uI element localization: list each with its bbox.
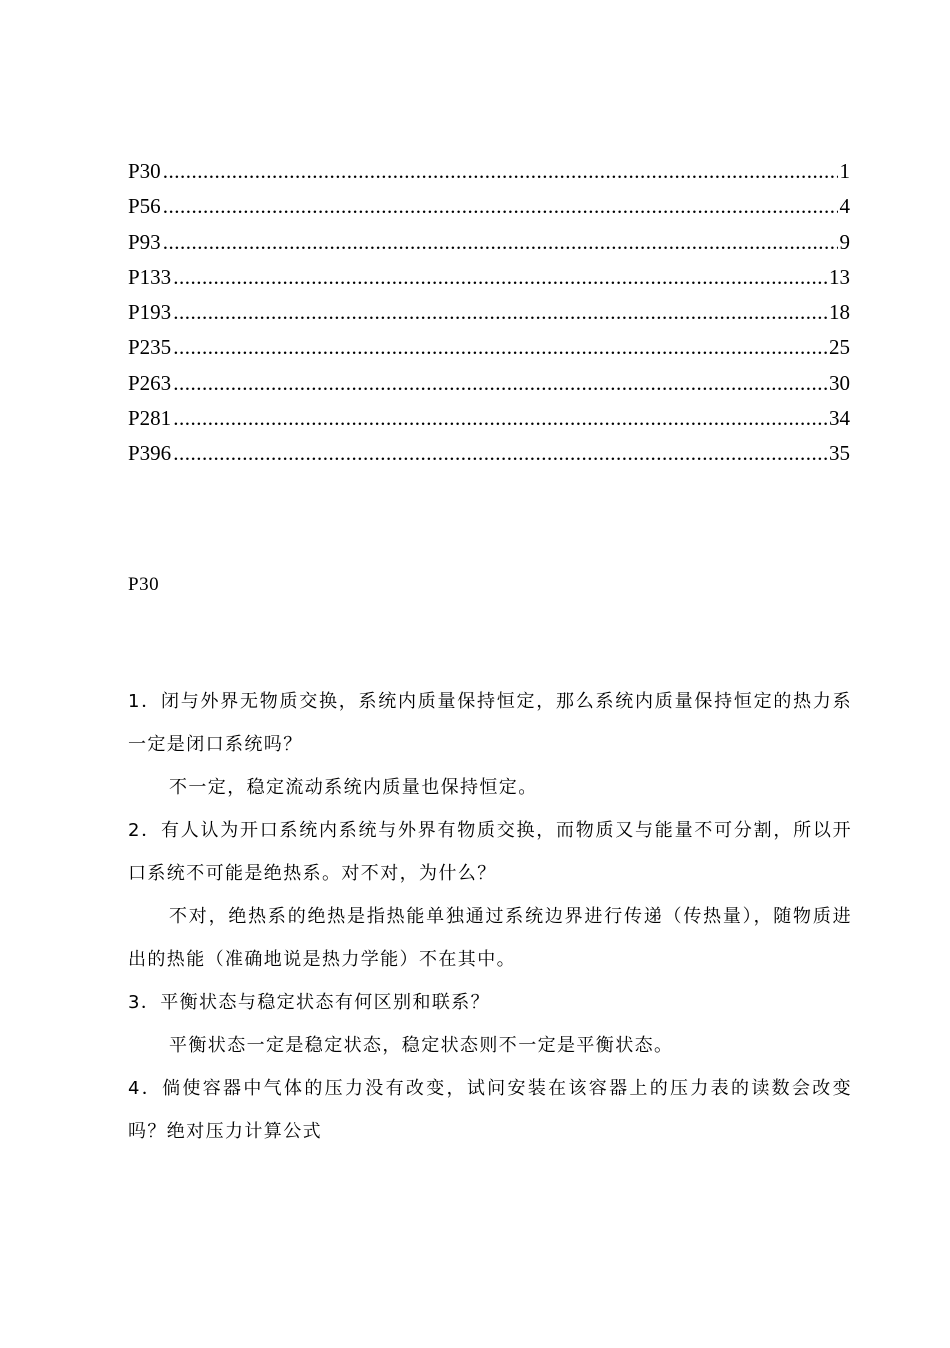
toc-entry-page: 18	[829, 300, 850, 325]
toc-entry-page: 30	[829, 370, 850, 395]
section-heading: P30	[128, 574, 160, 595]
toc-entry[interactable]	[128, 225, 850, 260]
toc-entry[interactable]	[128, 401, 850, 436]
toc-entry-page: 1	[839, 159, 850, 183]
answer-text: 不对，绝热系的绝热是指热能单独通过系统边界进行传递（传热量），随物质进出的热能（准确地说是热力学能）不在其中。	[128, 906, 852, 970]
toc-entry-label: P30	[128, 159, 161, 183]
toc-entry[interactable]	[128, 189, 850, 224]
toc-entry-label: P263	[128, 370, 172, 395]
answer-text: 平衡状态一定是稳定状态，稳定状态则不一定是平衡状态。	[169, 1035, 674, 1056]
toc-entry[interactable]	[128, 366, 850, 401]
toc-dot-leader	[173, 330, 827, 365]
toc-entry-page: 4	[839, 194, 850, 219]
toc-entry-label: P56	[128, 194, 161, 219]
toc-dot-leader	[163, 189, 838, 224]
toc-entry-page: 35	[829, 441, 850, 466]
toc-dot-leader	[173, 260, 827, 295]
toc-entry-label: P193	[128, 300, 172, 325]
toc-dot-leader	[163, 154, 838, 189]
toc-entry-label: P133	[128, 264, 172, 289]
toc-entry-page: 9	[839, 229, 850, 254]
question-answer-list	[128, 680, 852, 1153]
toc-dot-leader	[163, 225, 838, 260]
question-text: 4．倘使容器中气体的压力没有改变，试问安装在该容器上的压力表的读数会改变吗？绝对压力计算公式	[128, 1078, 852, 1142]
toc-dot-leader	[173, 366, 827, 401]
toc-entry[interactable]	[128, 260, 850, 295]
toc-dot-leader	[173, 401, 827, 436]
toc-dot-leader	[173, 295, 827, 330]
toc-entry-label: P235	[128, 335, 172, 360]
toc-entry-page: 25	[829, 335, 850, 360]
toc-entry-label: P281	[128, 406, 172, 431]
toc-dot-leader	[173, 436, 827, 471]
table-of-contents	[128, 154, 850, 472]
toc-entry[interactable]	[128, 436, 850, 471]
toc-entry[interactable]	[128, 330, 850, 365]
question-text: 3．平衡状态与稳定状态有何区别和联系？	[128, 992, 491, 1013]
toc-entry-page: 13	[829, 264, 850, 289]
toc-entry-label: P396	[128, 441, 172, 466]
toc-entry[interactable]	[128, 295, 850, 330]
question-text: 1．闭与外界无物质交换，系统内质量保持恒定，那么系统内质量保持恒定的热力系一定是闭口系统吗？	[128, 691, 852, 755]
question-text: 2．有人认为开口系统内系统与外界有物质交换，而物质又与能量不可分割，所以开口系统不可能是绝热系。对不对，为什么？	[128, 820, 852, 884]
toc-entry[interactable]	[128, 154, 850, 189]
answer-text: 不一定，稳定流动系统内质量也保持恒定。	[169, 777, 538, 798]
toc-entry-page: 34	[829, 406, 850, 431]
toc-entry-label: P93	[128, 229, 161, 254]
